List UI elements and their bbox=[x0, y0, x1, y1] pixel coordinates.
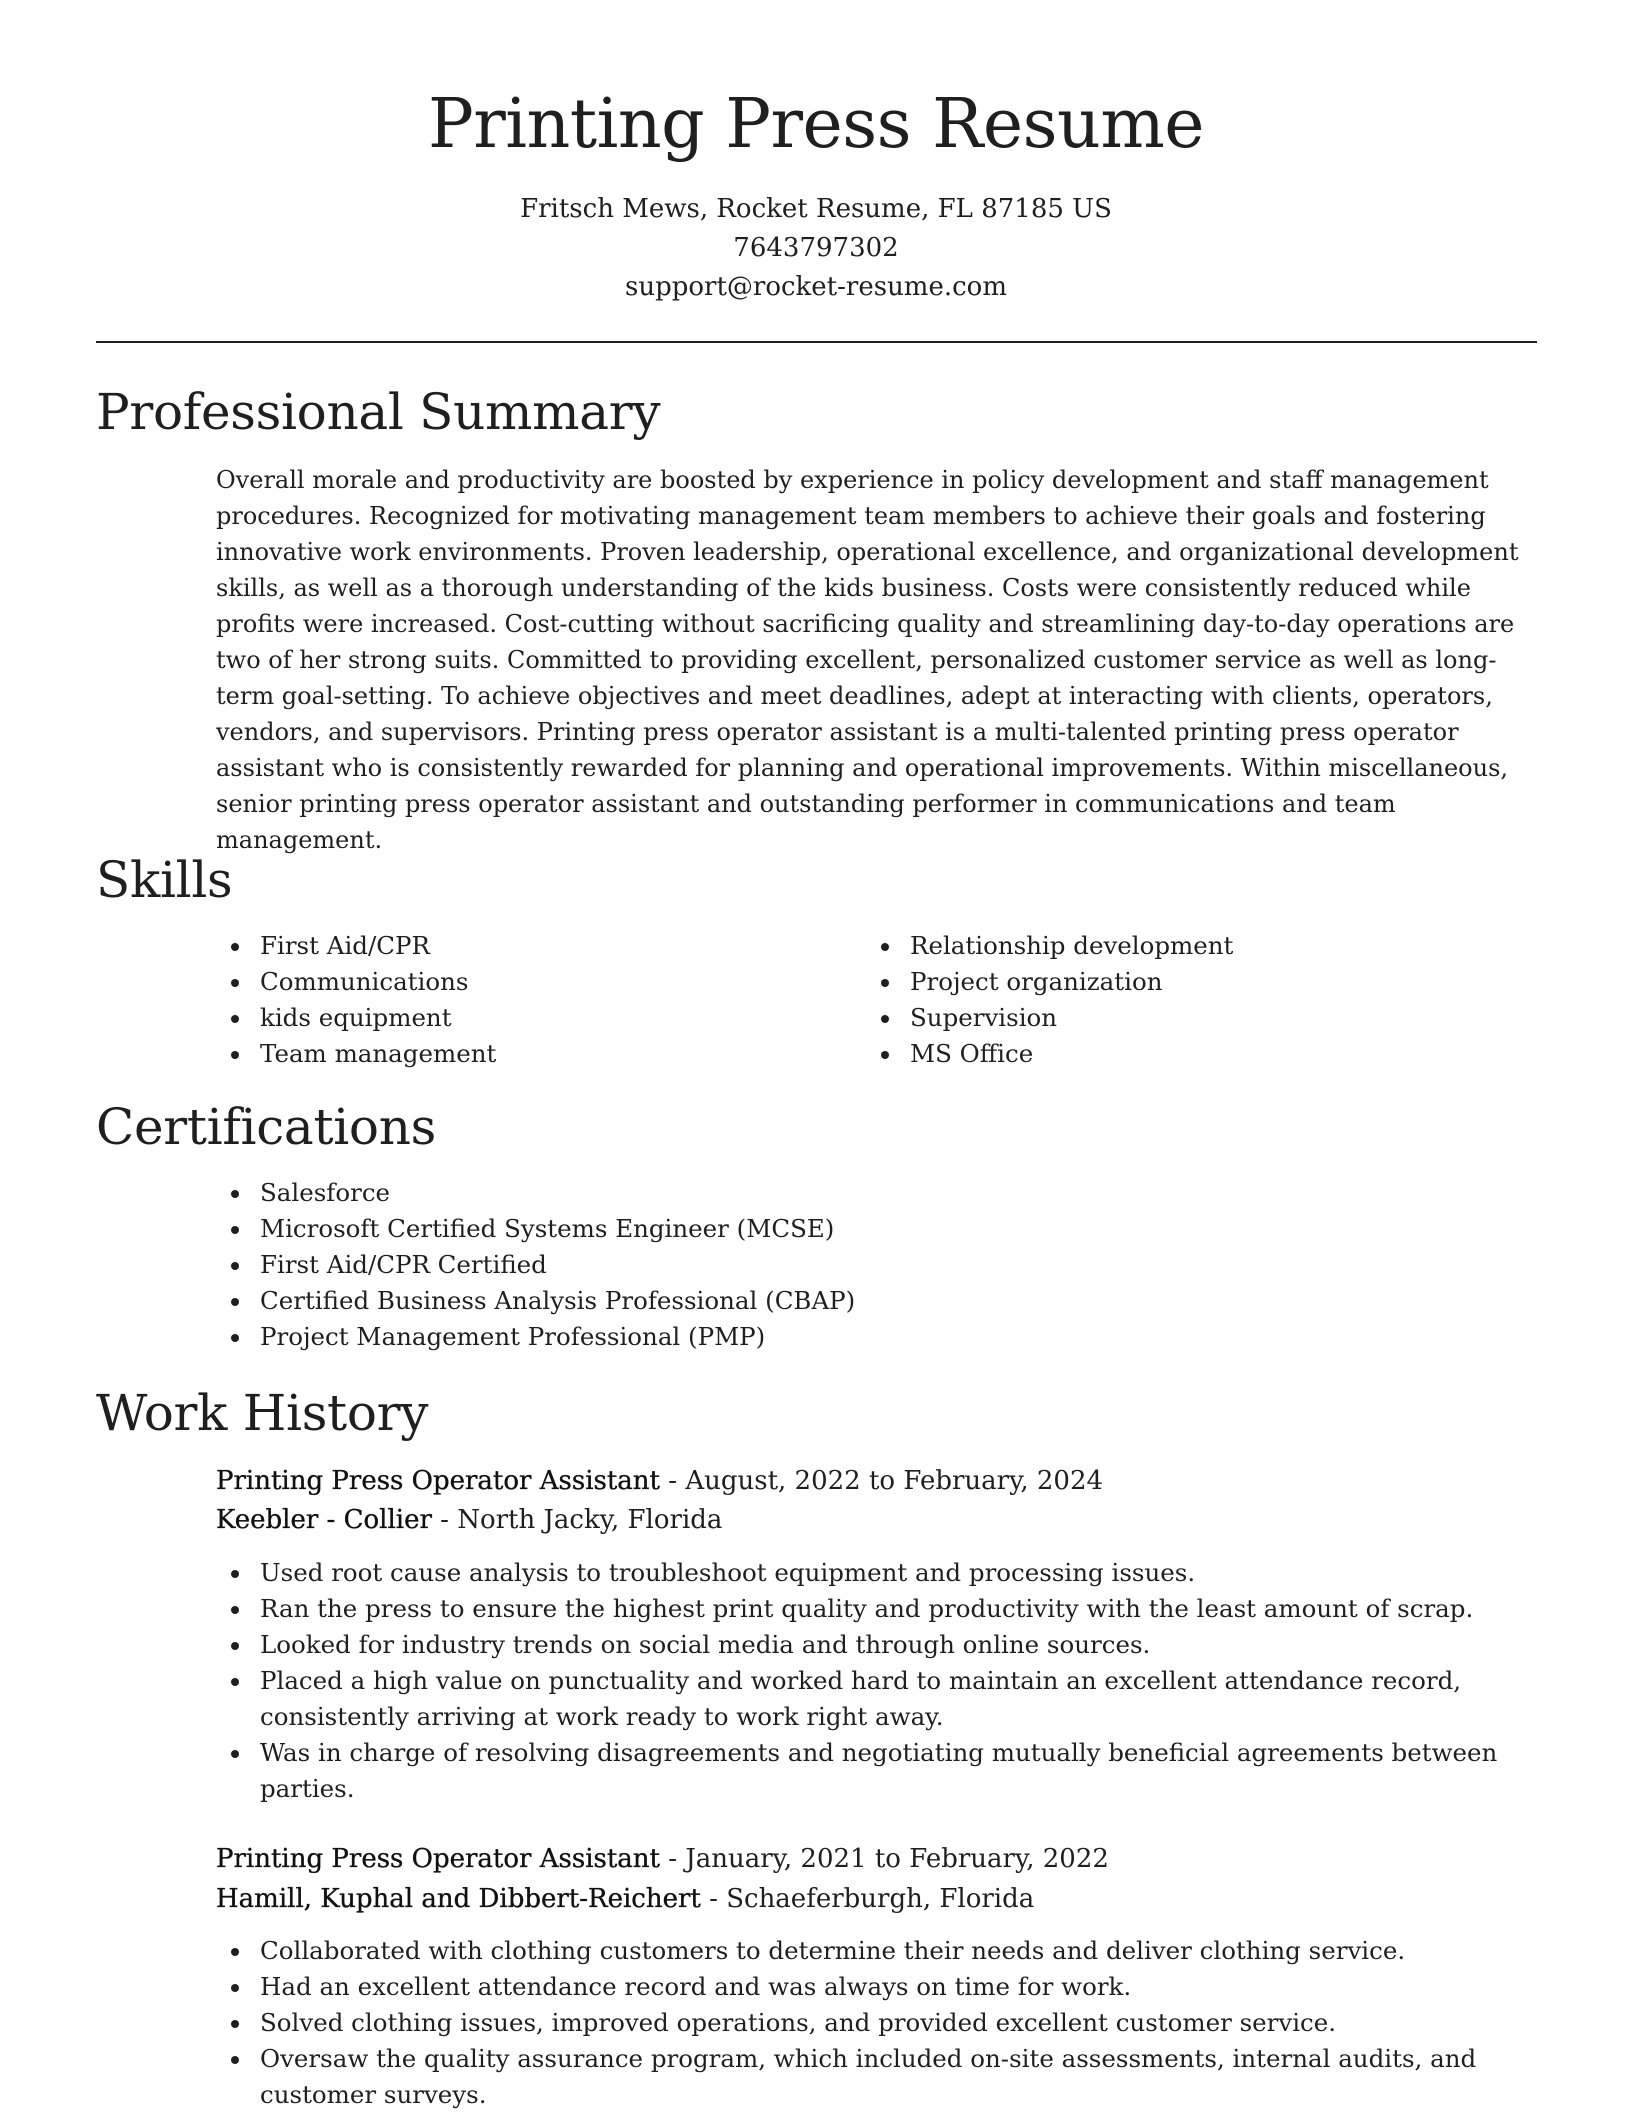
header-divider bbox=[96, 341, 1537, 343]
list-item: kids equipment bbox=[216, 1000, 816, 1036]
list-item: Placed a high value on punctuality and worked hard to maintain an excellent attendance record, consistently arriving at work ready to work right away. bbox=[216, 1663, 1536, 1735]
job-title-line bbox=[216, 1462, 1103, 1500]
job-company: Hamill, Kuphal and Dibbert-Reichert bbox=[216, 1884, 701, 1914]
list-item: Looked for industry trends on social media and through online sources. bbox=[216, 1627, 1536, 1663]
job-role: Printing Press Operator Assistant bbox=[216, 1466, 660, 1496]
contact-email: support@rocket-resume.com bbox=[624, 272, 1007, 302]
job-company-line bbox=[216, 1880, 1034, 1918]
list-item: Certified Business Analysis Professional (CBAP) bbox=[216, 1283, 1536, 1319]
certifications-list bbox=[216, 1175, 1536, 1355]
list-item: Collaborated with clothing customers to determine their needs and deliver clothing service. bbox=[216, 1933, 1536, 1969]
section-heading-certifications: Certifications bbox=[96, 1098, 436, 1156]
skills-list-right bbox=[866, 928, 1466, 1072]
job-location: - North Jacky, Florida bbox=[431, 1505, 723, 1535]
job-bullets bbox=[216, 1933, 1536, 2113]
job-company: Keebler - Collier bbox=[216, 1505, 432, 1535]
list-item: First Aid/CPR bbox=[216, 928, 816, 964]
skills-list-left bbox=[216, 928, 816, 1072]
list-item: First Aid/CPR Certified bbox=[216, 1247, 1536, 1283]
job-location: - Schaeferburgh, Florida bbox=[700, 1884, 1035, 1914]
list-item: Salesforce bbox=[216, 1175, 1536, 1211]
list-item: Ran the press to ensure the highest print quality and productivity with the least amount of scrap. bbox=[216, 1591, 1536, 1627]
list-item: Oversaw the quality assurance program, which included on-site assessments, internal audits, and customer surveys. bbox=[216, 2041, 1536, 2113]
job-dates: - August, 2022 to February, 2024 bbox=[660, 1466, 1104, 1496]
list-item: Used root cause analysis to troubleshoot equipment and processing issues. bbox=[216, 1555, 1536, 1591]
section-heading-skills: Skills bbox=[96, 851, 233, 909]
job-company-line bbox=[216, 1501, 722, 1539]
list-item: Project Management Professional (PMP) bbox=[216, 1319, 1536, 1355]
list-item: Was in charge of resolving disagreements and negotiating mutually beneficial agreements between parties. bbox=[216, 1735, 1536, 1807]
resume-title: Printing Press Resume bbox=[427, 85, 1205, 164]
list-item: Project organization bbox=[866, 964, 1466, 1000]
list-item: Had an excellent attendance record and was always on time for work. bbox=[216, 1969, 1536, 2005]
job-bullets bbox=[216, 1555, 1536, 1807]
list-item: Relationship development bbox=[866, 928, 1466, 964]
section-heading-summary: Professional Summary bbox=[96, 383, 661, 441]
list-item: Team management bbox=[216, 1036, 816, 1072]
contact-phone: 7643797302 bbox=[733, 233, 899, 263]
contact-block bbox=[0, 190, 1632, 307]
list-item: Supervision bbox=[866, 1000, 1466, 1036]
job-title-line bbox=[216, 1840, 1109, 1878]
summary-paragraph: Overall morale and productivity are boosted by experience in policy development and staff management procedures. Recognized for motivating management team members to achieve their goals and fostering innovative work environments. Proven leadership, operational excellence, and organizational development skills, as well as a thorough understanding of the kids business. Costs were consistently reduced while profits were increased. Cost-cutting without sacrificing quality and streamlining day-to-day operations are two of her strong suits. Committed to providing excellent, personalized customer service as well as long-term goal-setting. To achieve objectives and meet deadlines, adept at interacting with clients, operators, vendors, and supervisors. Printing press operator assistant is a multi-talented printing press operator assistant who is consistently rewarded for planning and operational improvements. Within miscellaneous, senior printing press operator assistant and outstanding performer in communications and team management. bbox=[216, 466, 1519, 854]
job-dates: - January, 2021 to February, 2022 bbox=[660, 1844, 1109, 1874]
list-item: Communications bbox=[216, 964, 816, 1000]
contact-address: Fritsch Mews, Rocket Resume, FL 87185 US bbox=[520, 194, 1112, 224]
list-item: MS Office bbox=[866, 1036, 1466, 1072]
job-role: Printing Press Operator Assistant bbox=[216, 1844, 660, 1874]
section-heading-work-history: Work History bbox=[96, 1384, 429, 1442]
list-item: Solved clothing issues, improved operations, and provided excellent customer service. bbox=[216, 2005, 1536, 2041]
list-item: Microsoft Certified Systems Engineer (MCSE) bbox=[216, 1211, 1536, 1247]
